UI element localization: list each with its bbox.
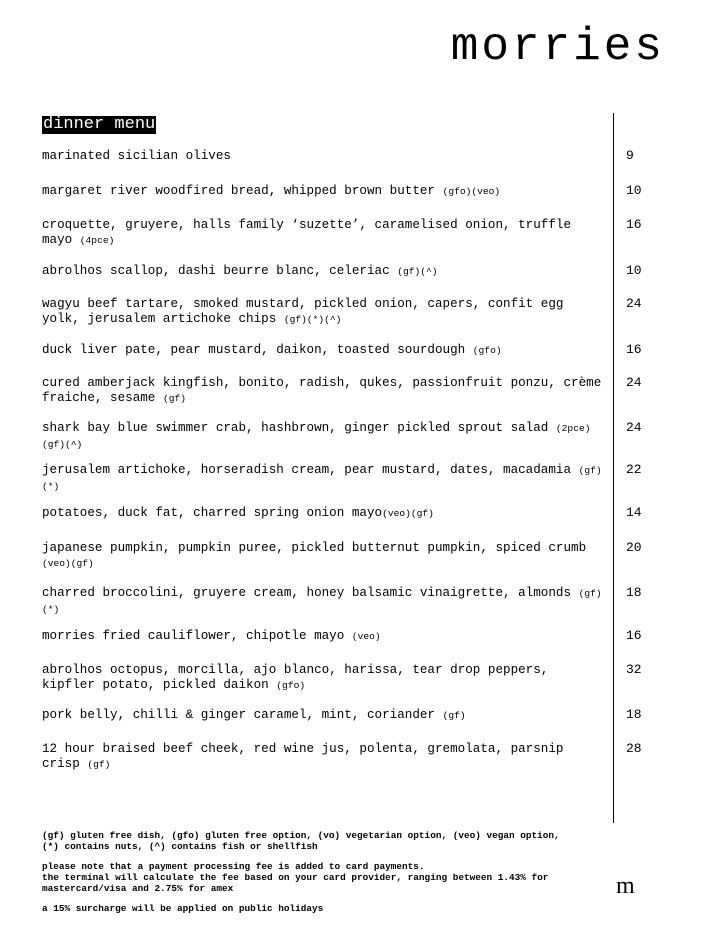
fee-line: the terminal will calculate the fee based on your card provider, ranging between 1.43% for [42, 872, 549, 883]
item-price: 20 [626, 540, 642, 555]
menu-footnotes [42, 830, 560, 914]
item-name: jerusalem artichoke, horseradish cream, pear mustard, dates, macadamia [42, 463, 572, 477]
item-name: 12 hour braised beef cheek, red wine jus, polenta, gremolata, parsnip crisp [42, 742, 564, 771]
brand-title: morries [450, 21, 665, 73]
item-name: wagyu beef tartare, smoked mustard, pickled onion, capers, confit egg yolk, jerusalem artichoke chips [42, 297, 564, 326]
item-name: abrolhos octopus, morcilla, ajo blanco, harissa, tear drop peppers, kipfler potato, pickled daikon [42, 663, 549, 692]
item-tags: (veo) [351, 631, 381, 642]
item-tags: (gf)(*) [42, 588, 602, 615]
item-price: 24 [626, 420, 642, 435]
item-tags: (gf) [162, 392, 186, 404]
item-tags: (4pce) [79, 234, 115, 246]
item-price: 24 [626, 296, 642, 311]
fee-line: please note that a payment processing fee is added to card payments. [42, 861, 425, 872]
item-name: morries fried cauliflower, chipotle mayo [42, 629, 345, 643]
item-price: 16 [626, 628, 642, 643]
item-price: 32 [626, 662, 642, 677]
item-tags: (veo)(gf) [42, 557, 94, 569]
item-price: 10 [626, 263, 642, 278]
item-name: cured amberjack kingfish, bonito, radish, qukes, passionfruit ponzu, crème fraiche, sesame [42, 376, 602, 405]
legend-line: (gf) gluten free dish, (gfo) gluten free option, (vo) vegetarian option, (veo) vegan option, [42, 830, 560, 841]
item-price: 14 [626, 505, 642, 520]
item-name: shark bay blue swimmer crab, hashbrown, ginger pickled sprout salad [42, 421, 549, 435]
monogram-logo: m [616, 873, 635, 899]
item-price: 10 [626, 183, 642, 198]
item-tags: (gfo) [276, 679, 306, 691]
item-name: margaret river woodfired bread, whipped brown butter [42, 184, 435, 198]
item-name: abrolhos scallop, dashi beurre blanc, celeriac [42, 264, 390, 278]
item-name: duck liver pate, pear mustard, daikon, toasted sourdough [42, 343, 466, 357]
item-name: japanese pumpkin, pumpkin puree, pickled butternut pumpkin, spiced crumb [42, 541, 587, 555]
item-name: charred broccolini, gruyere cream, honey balsamic vinaigrette, almonds [42, 586, 572, 600]
item-name: pork belly, chilli & ginger caramel, mint, coriander [42, 708, 435, 722]
item-price: 28 [626, 741, 642, 756]
legend-line: (*) contains nuts, (^) contains fish or shellfish [42, 841, 318, 852]
fee-line: mastercard/visa and 2.75% for amex [42, 883, 234, 894]
item-tags: (gfo)(veo) [442, 186, 501, 197]
item-price: 18 [626, 585, 642, 600]
item-tags: (gf)(*) [42, 465, 602, 492]
item-price: 9 [626, 148, 634, 163]
item-price: 24 [626, 375, 642, 390]
menu-title: dinner menu [43, 115, 156, 134]
price-column-divider [613, 113, 614, 823]
holiday-surcharge-notice: a 15% surcharge will be applied on public holidays [42, 903, 324, 914]
item-tags: (veo)(gf) [382, 508, 434, 519]
card-fee-notice [42, 861, 560, 894]
item-price: 16 [626, 342, 642, 357]
item-tags: (gf)(*)(^) [283, 313, 342, 325]
item-name: potatoes, duck fat, charred spring onion mayo [42, 506, 383, 520]
item-tags: (2pce)(gf)(^) [42, 423, 591, 450]
item-price: 16 [626, 217, 642, 232]
item-name: croquette, gruyere, halls family ‘suzette’, caramelised onion, truffle mayo [42, 218, 572, 247]
dietary-legend [42, 830, 560, 852]
item-price: 22 [626, 462, 642, 477]
item-name: marinated sicilian olives [42, 149, 231, 163]
item-price: 18 [626, 707, 642, 722]
item-tags: (gfo) [472, 345, 502, 356]
item-tags: (gf) [87, 758, 111, 770]
item-tags: (gf) [442, 710, 466, 721]
item-tags: (gf)(^) [397, 266, 438, 277]
